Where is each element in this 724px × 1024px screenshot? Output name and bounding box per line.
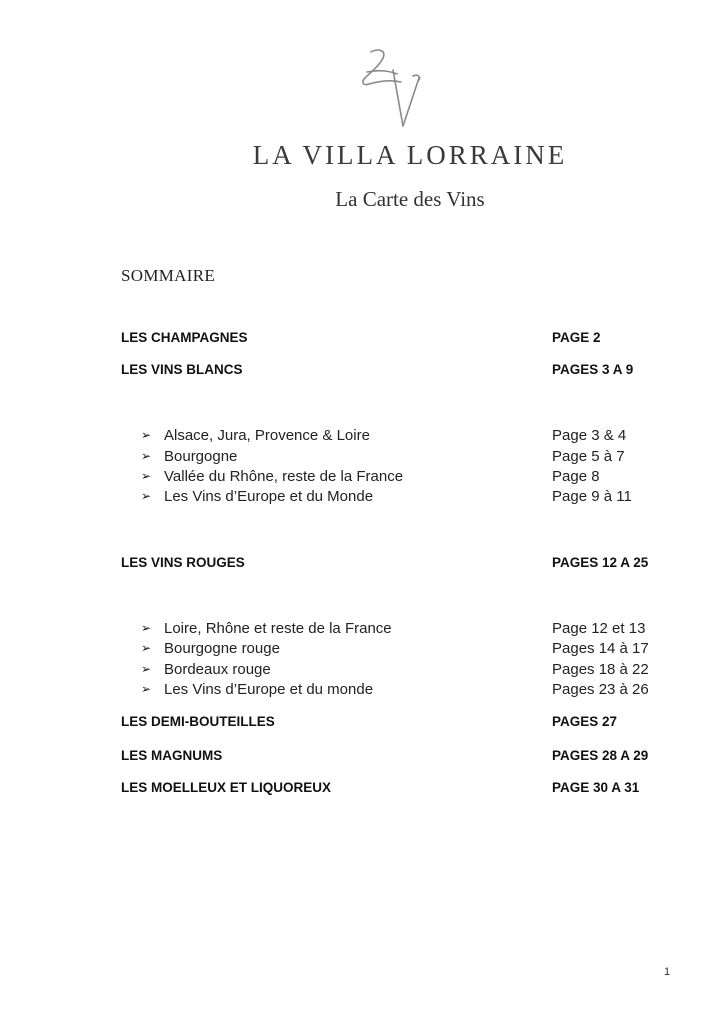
toc-subentry-label: Loire, Rhône et reste de la France [164, 620, 392, 637]
arrow-bullet-icon: ➢ [141, 469, 152, 483]
toc-subentry-label: Bordeaux rouge [164, 661, 271, 678]
toc-subentry-pages: Pages 18 à 22 [552, 661, 649, 678]
toc-subentry-label: Les Vins d’Europe et du Monde [164, 488, 374, 505]
toc-section-label: LES MAGNUMS [121, 748, 223, 763]
toc-subentry-pages: Pages 14 à 17 [552, 640, 649, 657]
toc-heading: SOMMAIRE [121, 266, 216, 285]
toc-subentry-label: Vallée du Rhône, reste de la France [164, 468, 404, 485]
toc-section-label: LES CHAMPAGNES [121, 330, 248, 345]
toc-subentry-pages: Page 12 et 13 [552, 620, 646, 637]
toc-subentry [0, 640, 724, 660]
arrow-bullet-icon: ➢ [141, 621, 152, 635]
page-number: 1 [664, 966, 671, 978]
toc-subentry-pages: Page 3 & 4 [552, 427, 627, 444]
toc-section-magnums [0, 748, 724, 768]
toc-section-vins-rouges [0, 555, 724, 575]
toc-subentry [0, 488, 724, 508]
toc-section-vins-blancs [0, 362, 724, 382]
arrow-bullet-icon: ➢ [141, 662, 152, 676]
toc-subentry-pages: Page 5 à 7 [552, 448, 625, 465]
arrow-bullet-icon: ➢ [141, 489, 152, 503]
toc-section-pages: PAGES 27 [552, 714, 618, 729]
toc-subentry-label: Bourgogne [164, 448, 238, 465]
arrow-bullet-icon: ➢ [141, 428, 152, 442]
toc-section-label: LES MOELLEUX ET LIQUOREUX [121, 780, 332, 795]
toc-subentry-label: Bourgogne rouge [164, 640, 280, 657]
toc-subentry-pages: Page 9 à 11 [552, 488, 632, 505]
toc-section-label: LES DEMI-BOUTEILLES [121, 714, 275, 729]
toc-section-label: LES VINS BLANCS [121, 362, 243, 377]
toc-subentry [0, 448, 724, 468]
toc-section-moelleux-liquoreux [0, 780, 724, 800]
toc-section-demi-bouteilles [0, 714, 724, 734]
toc-subentry [0, 681, 724, 701]
toc-section-pages: PAGES 28 A 29 [552, 748, 649, 763]
toc-subentry-pages: Page 8 [552, 468, 600, 485]
toc-section-pages: PAGE 30 A 31 [552, 780, 640, 795]
toc-section-pages: PAGE 2 [552, 330, 601, 345]
toc-section-champagnes [0, 330, 724, 350]
toc-subentry [0, 661, 724, 681]
wine-list-subtitle: La Carte des Vins [335, 187, 485, 211]
toc-section-label: LES VINS ROUGES [121, 555, 245, 570]
arrow-bullet-icon: ➢ [141, 449, 152, 463]
arrow-bullet-icon: ➢ [141, 682, 152, 696]
toc-section-pages: PAGES 3 A 9 [552, 362, 634, 377]
toc-subentry [0, 468, 724, 488]
arrow-bullet-icon: ➢ [141, 641, 152, 655]
toc-subentry [0, 620, 724, 640]
toc-subentry [0, 427, 724, 447]
toc-section-pages: PAGES 12 A 25 [552, 555, 649, 570]
toc-subentry-pages: Pages 23 à 26 [552, 681, 649, 698]
toc-subentry-label: Alsace, Jura, Provence & Loire [164, 427, 370, 444]
brand-title: LA VILLA LORRAINE [252, 140, 568, 170]
villa-lorraine-monogram-logo [357, 48, 427, 132]
toc-subentry-label: Les Vins d’Europe et du monde [164, 681, 374, 698]
